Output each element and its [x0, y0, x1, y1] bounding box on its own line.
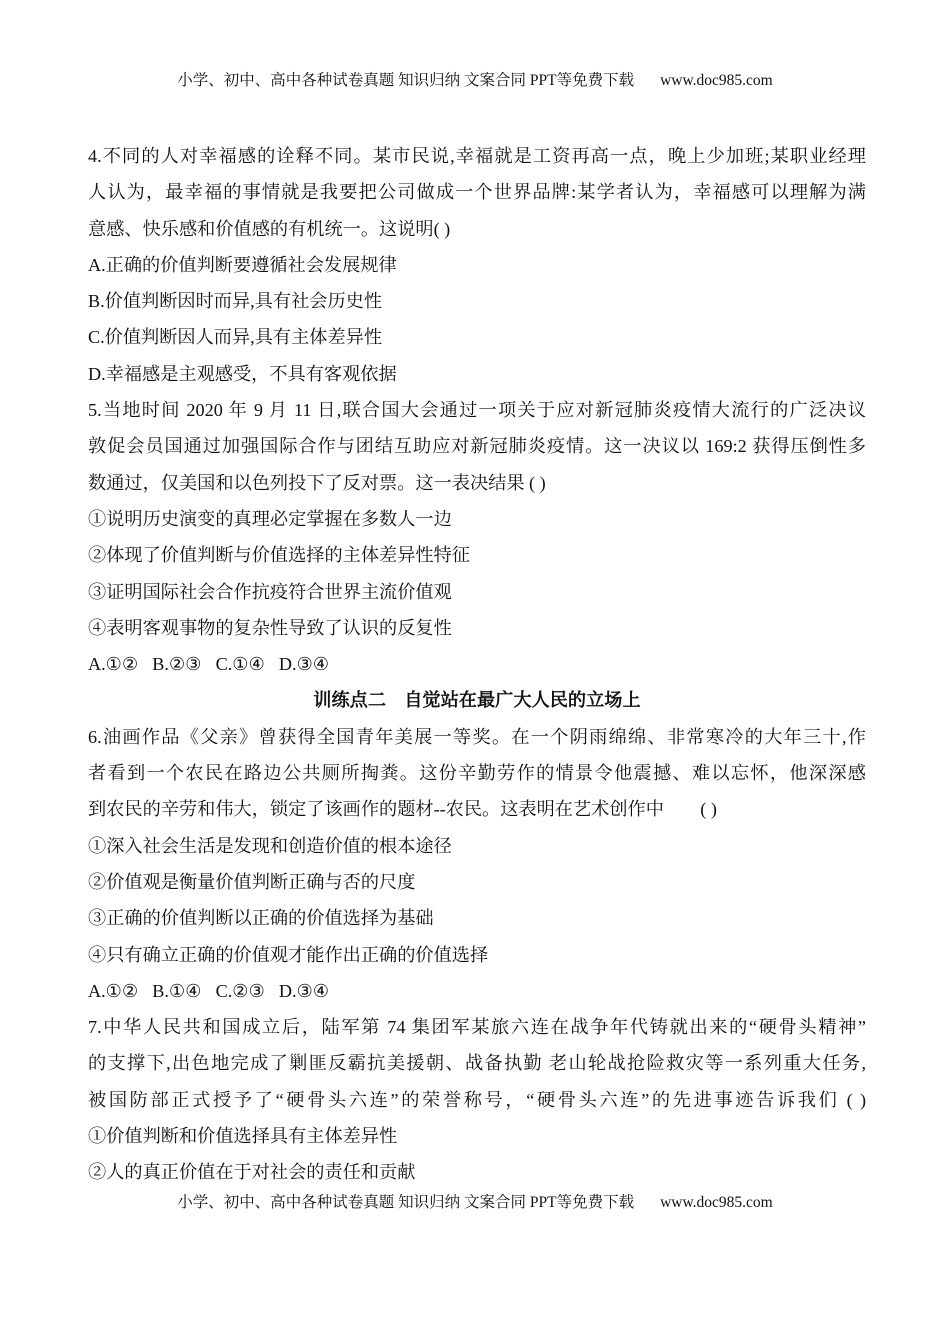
option-b: B.价值判断因时而异,具有社会历史性 — [88, 291, 383, 312]
choice-c: C.①④ — [215, 654, 265, 675]
question-stem-line: 4.不同的人对幸福感的诠释不同。某市民说,幸福就是工资再高一点，晚上少加班;某职业经理 — [88, 146, 866, 166]
question-stem-line: 5.当地时间 2020 年 9 月 11 日,联合国大会通过一项关于应对新冠肺炎疫情大流行的广泛决议 — [88, 400, 866, 421]
choice-a: A.①② — [88, 654, 139, 675]
statement-item: ①价值判断和价值选择具有主体差异性 — [88, 1126, 398, 1147]
choice-d: D.③④ — [278, 654, 330, 675]
question-5 — [88, 392, 866, 682]
statement-item: ③正确的价值判断以正确的价值选择为基础 — [88, 908, 434, 929]
question-stem-line: 7.中华人民共和国成立后，陆军第 74 集团军某旅六连在战争年代铸就出来的“硬骨头精神” — [88, 1017, 866, 1038]
question-stem-line: 意感、快乐感和价值感的有机统一。这说明( ) — [88, 218, 451, 239]
header-url: www.doc985.com — [660, 72, 773, 89]
option-d: D.幸福感是主观感受，不具有客观依据 — [88, 363, 397, 384]
document-body — [88, 138, 866, 1191]
section-heading: 训练点二 自觉站在最广大人民的立场上 — [313, 690, 641, 711]
answer-choices — [88, 973, 866, 1009]
page-header — [0, 68, 950, 90]
statement-item: ②价值观是衡量价值判断正确与否的尺度 — [88, 871, 416, 892]
statement-item: ②人的真正价值在于对社会的责任和贡献 — [88, 1162, 416, 1183]
choice-b: B.①④ — [152, 980, 202, 1001]
statement-item: ③证明国际社会合作抗疫符合世界主流价值观 — [88, 581, 452, 602]
question-7 — [88, 1009, 866, 1190]
statement-item: ①深入社会生活是发现和创造价值的根本途径 — [88, 835, 452, 856]
question-stem-line: 到农民的辛劳和伟大，锁定了该画作的题材--农民。这表明在艺术创作中 ( ) — [88, 799, 717, 820]
question-stem-line: 的支撑下,出色地完成了剿匪反霸抗美援朝、战备执勤 老山轮战抢险救灾等一系列重大任务, — [88, 1053, 866, 1074]
answer-choices — [88, 646, 866, 682]
question-stem-line: 数通过，仅美国和以色列投下了反对票。这一表决结果 ( ) — [88, 472, 546, 493]
page-footer — [0, 1190, 950, 1212]
statement-item: ④表明客观事物的复杂性导致了认识的反复性 — [88, 617, 452, 638]
choice-d: D.③④ — [278, 980, 330, 1001]
statement-item: ①说明历史演变的真理必定掌握在多数人一边 — [88, 508, 452, 529]
footer-url: www.doc985.com — [660, 1194, 773, 1211]
question-stem-line: 被国防部正式授予了“硬骨头六连”的荣誉称号，“硬骨头六连”的先进事迹告诉我们 ( ) — [88, 1089, 866, 1110]
statement-item: ④只有确立正确的价值观才能作出正确的价值选择 — [88, 944, 489, 965]
choice-b: B.②③ — [152, 654, 202, 675]
choice-a: A.①② — [88, 980, 139, 1001]
option-a: A.正确的价值判断要遵循社会发展规律 — [88, 254, 397, 275]
question-4 — [88, 138, 866, 392]
header-text: 小学、初中、高中各种试卷真题 知识归纳 文案合同 PPT等免费下载 — [177, 72, 635, 89]
question-stem-line: 人认为，最幸福的事情就是我要把公司做成一个世界品牌:某学者认为，幸福感可以理解为满 — [88, 182, 866, 203]
question-stem-line: 者看到一个农民在路边公共厕所掏粪。这份辛勤劳作的情景令他震撼、难以忘怀，他深深感 — [88, 763, 866, 784]
question-stem-line: 敦促会员国通过加强国际合作与团结互助应对新冠肺炎疫情。这一决议以 169:2 获得压倒性多 — [88, 436, 866, 457]
question-stem-line: 6.油画作品《父亲》曾获得全国青年美展一等奖。在一个阴雨绵绵、非常寒冷的大年三十,作 — [88, 726, 866, 747]
question-6 — [88, 719, 866, 1009]
choice-c: C.②③ — [215, 980, 265, 1001]
footer-text: 小学、初中、高中各种试卷真题 知识归纳 文案合同 PPT等免费下载 — [177, 1194, 635, 1211]
option-c: C.价值判断因人而异,具有主体差异性 — [88, 327, 383, 348]
statement-item: ②体现了价值判断与价值选择的主体差异性特征 — [88, 545, 470, 566]
